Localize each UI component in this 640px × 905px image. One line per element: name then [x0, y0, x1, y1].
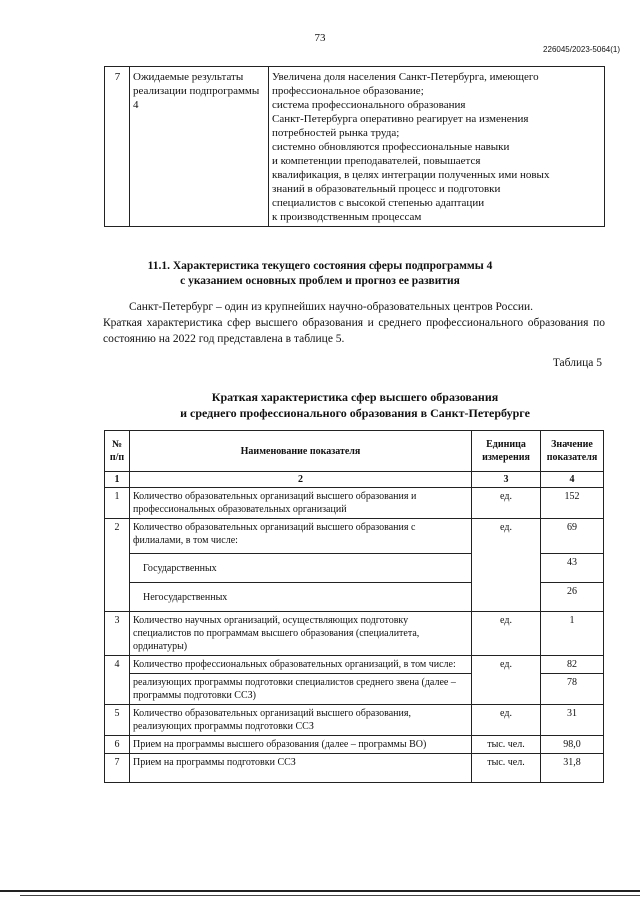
row-number: 1 — [105, 488, 130, 519]
row-unit: ед. — [472, 519, 541, 612]
row-number: 4 — [105, 656, 130, 705]
table-title-line: Краткая характеристика сфер высшего образования — [211, 390, 499, 404]
table-title — [0, 389, 640, 421]
row-unit: ед. — [472, 656, 541, 705]
bottom-rule-thin — [20, 895, 640, 896]
row-name: Количество научных организаций, осуществляющих подготовку специалистов по программам высшего образования (специалитета, ординатуры) — [130, 612, 472, 656]
table-title-line: и среднего профессионального образования в Санкт-Петербурге — [180, 406, 530, 420]
row-number: 3 — [105, 612, 130, 656]
row-name: Количество образовательных организаций высшего образования и профессиональных образовательных организаций — [130, 488, 472, 519]
row-number: 7 — [105, 67, 130, 227]
column-number-row — [105, 472, 604, 488]
row-value: 98,0 — [541, 736, 604, 754]
row-unit: ед. — [472, 705, 541, 736]
row-value: 82 — [541, 656, 604, 674]
row-number: 6 — [105, 736, 130, 754]
row-unit: тыс. чел. — [472, 754, 541, 783]
table-header-row — [105, 431, 604, 472]
intro-paragraph — [103, 299, 605, 347]
row-value: 1 — [541, 612, 604, 656]
result-line: к производственным процессам — [272, 211, 422, 223]
bottom-rule — [0, 890, 640, 892]
row-number: 2 — [105, 519, 130, 612]
row-content — [269, 67, 605, 227]
table-row — [105, 488, 604, 519]
row-value: 152 — [541, 488, 604, 519]
education-stats-table — [104, 430, 604, 783]
row-name: Количество профессиональных образовательных организаций, в том числе: — [130, 656, 472, 674]
header-unit: Единица измерения — [472, 431, 541, 472]
header-name: Наименование показателя — [130, 431, 472, 472]
row-unit: тыс. чел. — [472, 736, 541, 754]
result-line: квалификация, в целях интеграции полученных ими новых — [272, 169, 550, 181]
row-name: Количество образовательных организаций высшего образования, реализующих программы подготовки ССЗ — [130, 705, 472, 736]
table-row — [105, 67, 605, 227]
row-name: Прием на программы подготовки ССЗ — [130, 754, 472, 783]
column-number: 4 — [541, 472, 604, 488]
intro-first-line: Санкт-Петербург – один из крупнейших научно-образовательных центров России. — [129, 301, 534, 313]
row-label: Ожидаемые результаты реализации подпрограммы 4 — [130, 67, 269, 227]
result-line: система профессионального образования — [272, 99, 466, 111]
row-unit: ед. — [472, 612, 541, 656]
row-name: Негосударственных — [130, 583, 472, 612]
row-number: 5 — [105, 705, 130, 736]
row-value: 43 — [541, 554, 604, 583]
document-id: 226045/2023-5064(1) — [543, 45, 620, 54]
result-line: Увеличена доля населения Санкт-Петербурга, имеющего — [272, 71, 539, 83]
page-number: 73 — [314, 32, 326, 44]
column-number: 2 — [130, 472, 472, 488]
header-value: Значение показателя — [541, 431, 604, 472]
table-row — [105, 754, 604, 783]
result-line: специалистов с высокой степенью адаптации — [272, 197, 485, 209]
row-name: реализующих программы подготовки специалистов среднего звена (далее – программы подготовки ССЗ) — [130, 674, 472, 705]
row-value: 26 — [541, 583, 604, 612]
row-value: 69 — [541, 519, 604, 554]
result-line: профессиональное образование; — [272, 85, 424, 97]
table-label: Таблица 5 — [552, 357, 602, 369]
table-row — [105, 519, 604, 554]
row-value: 31,8 — [541, 754, 604, 783]
row-value: 31 — [541, 705, 604, 736]
section-title-line: 11.1. Характеристика текущего состояния сферы подпрограммы 4 — [147, 260, 493, 272]
table-row — [105, 736, 604, 754]
header-num: № п/п — [105, 431, 130, 472]
program-results-table — [104, 66, 605, 227]
table-row — [105, 612, 604, 656]
intro-text: Краткая характеристика сфер высшего образования и среднего профессионального образования по состоянию на 2022 год представлена в таблице 5. — [103, 317, 605, 345]
row-number: 7 — [105, 754, 130, 783]
result-line: и компетенции преподавателей, повышается — [272, 155, 481, 167]
row-name: Количество образовательных организаций высшего образования с филиалами, в том числе: — [130, 519, 472, 554]
result-line: системно обновляются профессиональные навыки — [272, 141, 510, 153]
row-name: Прием на программы высшего образования (далее – программы ВО) — [130, 736, 472, 754]
row-name: Государственных — [130, 554, 472, 583]
result-line: Санкт-Петербурга оперативно реагирует на изменения — [272, 113, 529, 125]
result-line: потребностей рынка труда; — [272, 127, 400, 139]
section-title-line: с указанием основных проблем и прогноз ее развития — [180, 275, 460, 287]
table-row — [105, 656, 604, 674]
table-row — [105, 705, 604, 736]
column-number: 1 — [105, 472, 130, 488]
column-number: 3 — [472, 472, 541, 488]
result-line: знаний в образовательный процесс и подготовки — [272, 183, 501, 195]
row-value: 78 — [541, 674, 604, 705]
row-unit: ед. — [472, 488, 541, 519]
section-title — [0, 259, 640, 289]
